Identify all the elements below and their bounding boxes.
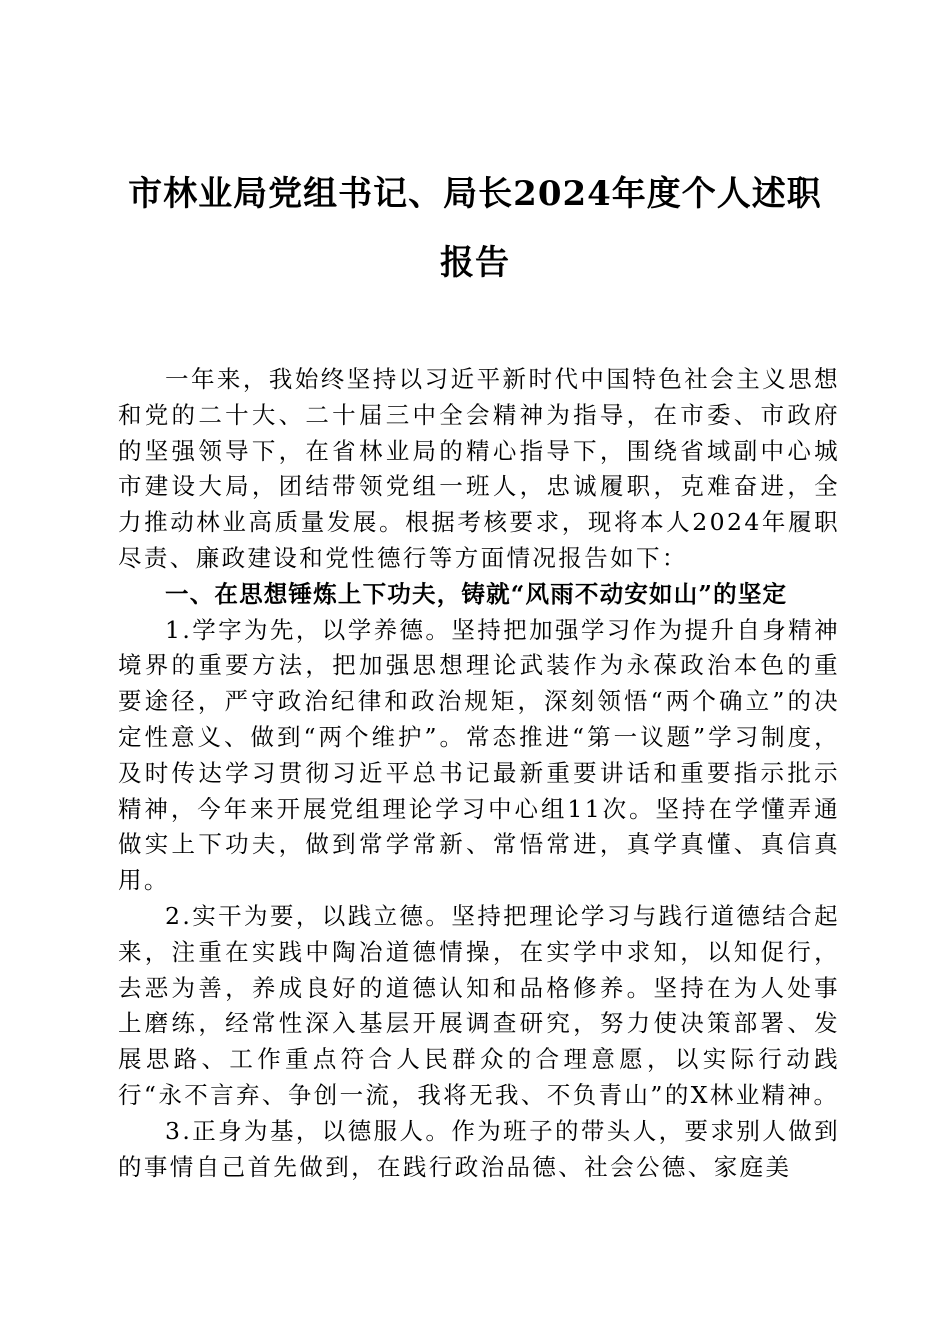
intro-paragraph: 一年来，我始终坚持以习近平新时代中国特色社会主义思想和党的二十大、二十届三中全会精神为指导，在市委、市政府的坚强领导下，在省林业局的精心指导下，围绕省域副中心城市建设大局，团结带领党组一班人，忠诚履职，克难奋进，全力推动林业高质量发展。根据考核要求，现将本人2024年履职尽责、廉政建设和党性德行等方面情况报告如下： — [118, 365, 840, 572]
body-paragraph-1: 1.学字为先，以学养德。坚持把加强学习作为提升自身精神境界的重要方法，把加强思想理论武装作为永葆政治本色的重要途径，严守政治纪律和政治规矩，深刻领悟“两个确立”的决定性意义、做到“两个维护”。常态推进“第一议题”学习制度，及时传达学习贯彻习近平总书记最新重要讲话和重要指示批示精神，今年来开展党组理论学习中心组11次。坚持在学懂弄通做实上下功夫，做到常学常新、常悟常进，真学真懂、真信真用。 — [118, 615, 840, 895]
document-title-line-2: 报告 — [440, 243, 510, 283]
document-title-line-1: 市林业局党组书记、局长2024年度个人述职 — [128, 174, 822, 214]
section-heading-1: 一、在思想锤炼上下功夫，铸就“风雨不动安如山”的坚定 — [165, 579, 788, 608]
body-paragraph-2: 2.实干为要，以践立德。坚持把理论学习与践行道德结合起来，注重在实践中陶冶道德情操，在实学中求知，以知促行，去恶为善，养成良好的道德认知和品格修养。坚持在为人处事上磨练，经常性深入基层开展调查研究，努力使决策部署、发展思路、工作重点符合人民群众的合理意愿，以实际行动践行“永不言弃、争创一流，我将无我、不负青山”的X林业精神。 — [118, 901, 840, 1109]
body-paragraph-3: 3.正身为基，以德服人。作为班子的带头人，要求别人做到的事情自己首先做到，在践行政治品德、社会公德、家庭美 — [118, 1116, 840, 1181]
document-body — [118, 362, 840, 1185]
